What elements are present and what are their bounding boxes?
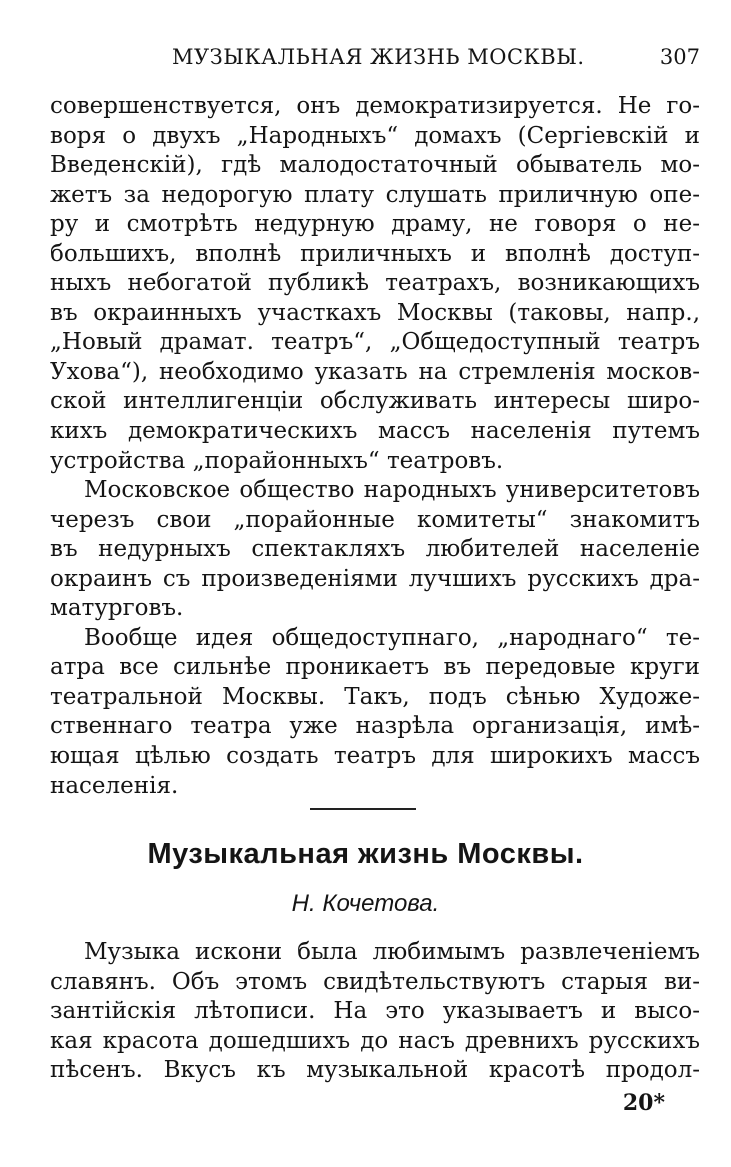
text-line: Введенскій), гдѣ малодостаточный обыватель мо- [50, 152, 700, 179]
text-line: ской интеллигенціи обслуживать интересы широ- [50, 388, 700, 415]
section-author: Н. Кочетова. [291, 890, 440, 917]
text-line: черезъ свои „порайонные комитеты“ знакомитъ [50, 506, 700, 533]
text-line: театральной Москвы. Такъ, подъ сѣнью Художе- [50, 683, 700, 710]
text-line: совершенствуется, онъ демократизируется. Не го- [50, 93, 700, 119]
text-line: пѣсенъ. Вкусъ къ музыкальной красотѣ продол- [50, 1057, 700, 1084]
text-line: ющая цѣлью создать театръ для широкихъ массъ [50, 743, 700, 770]
text-line: Музыка искони была любимымъ развлеченіемъ [84, 939, 700, 965]
section-divider [310, 808, 416, 810]
signature-mark: 20* [622, 1090, 665, 1116]
section-text [50, 938, 700, 1086]
text-line: зантійскія лѣтописи. На это указываетъ и высо- [50, 998, 700, 1025]
text-line: ственнаго театра уже назрѣла организація, имѣ- [50, 713, 700, 740]
text-line: ру и смотрѣть недурную драму, не говоря о не- [50, 211, 700, 238]
section-title: Музыкальная жизнь Москвы. [147, 838, 584, 870]
running-title: МУЗЫКАЛЬНАЯ ЖИЗНЬ МОСКВЫ. [172, 45, 585, 69]
text-line: населенія. [50, 772, 179, 799]
text-line: атра все сильнѣе проникаетъ въ передовые круги [50, 654, 700, 681]
text-line: кихъ демократическихъ массъ населенія путемъ [50, 418, 700, 445]
text-line: воря о двухъ „Народныхъ“ домахъ (Сергіевскій и [50, 122, 700, 149]
running-header [50, 45, 700, 79]
text-line: жетъ за недорогую плату слушать приличную опе- [50, 181, 700, 208]
text-line: Московское общество народныхъ университетовъ [84, 477, 700, 504]
text-line: славянъ. Объ этомъ свидѣтельствуютъ старыя ви- [50, 968, 700, 995]
text-line: окраинъ съ произведеніями лучшихъ русскихъ дра- [50, 565, 700, 592]
text-line: „Новый драмат. театръ“, „Общедоступный театръ [50, 329, 700, 356]
body-text [50, 92, 700, 801]
page-number: 307 [659, 45, 700, 69]
text-line: большихъ, вполнѣ приличныхъ и вполнѣ доступ- [50, 240, 700, 267]
text-line: въ недурныхъ спектакляхъ любителей населеніе [50, 536, 700, 563]
text-line: Ухова“), необходимо указать на стремленія москов- [50, 358, 700, 385]
text-line: Вообще идея общедоступнаго, „народнаго“ те- [84, 624, 700, 651]
text-line: матурговъ. [50, 595, 184, 622]
text-line: ныхъ небогатой публикѣ театрахъ, возникающихъ [50, 270, 700, 297]
text-line: въ окраинныхъ участкахъ Москвы (таковы, напр., [50, 299, 700, 326]
text-line: устройства „порайонныхъ“ театровъ. [50, 447, 504, 474]
text-line: кая красота дошедшихъ до насъ древнихъ русскихъ [50, 1027, 700, 1054]
